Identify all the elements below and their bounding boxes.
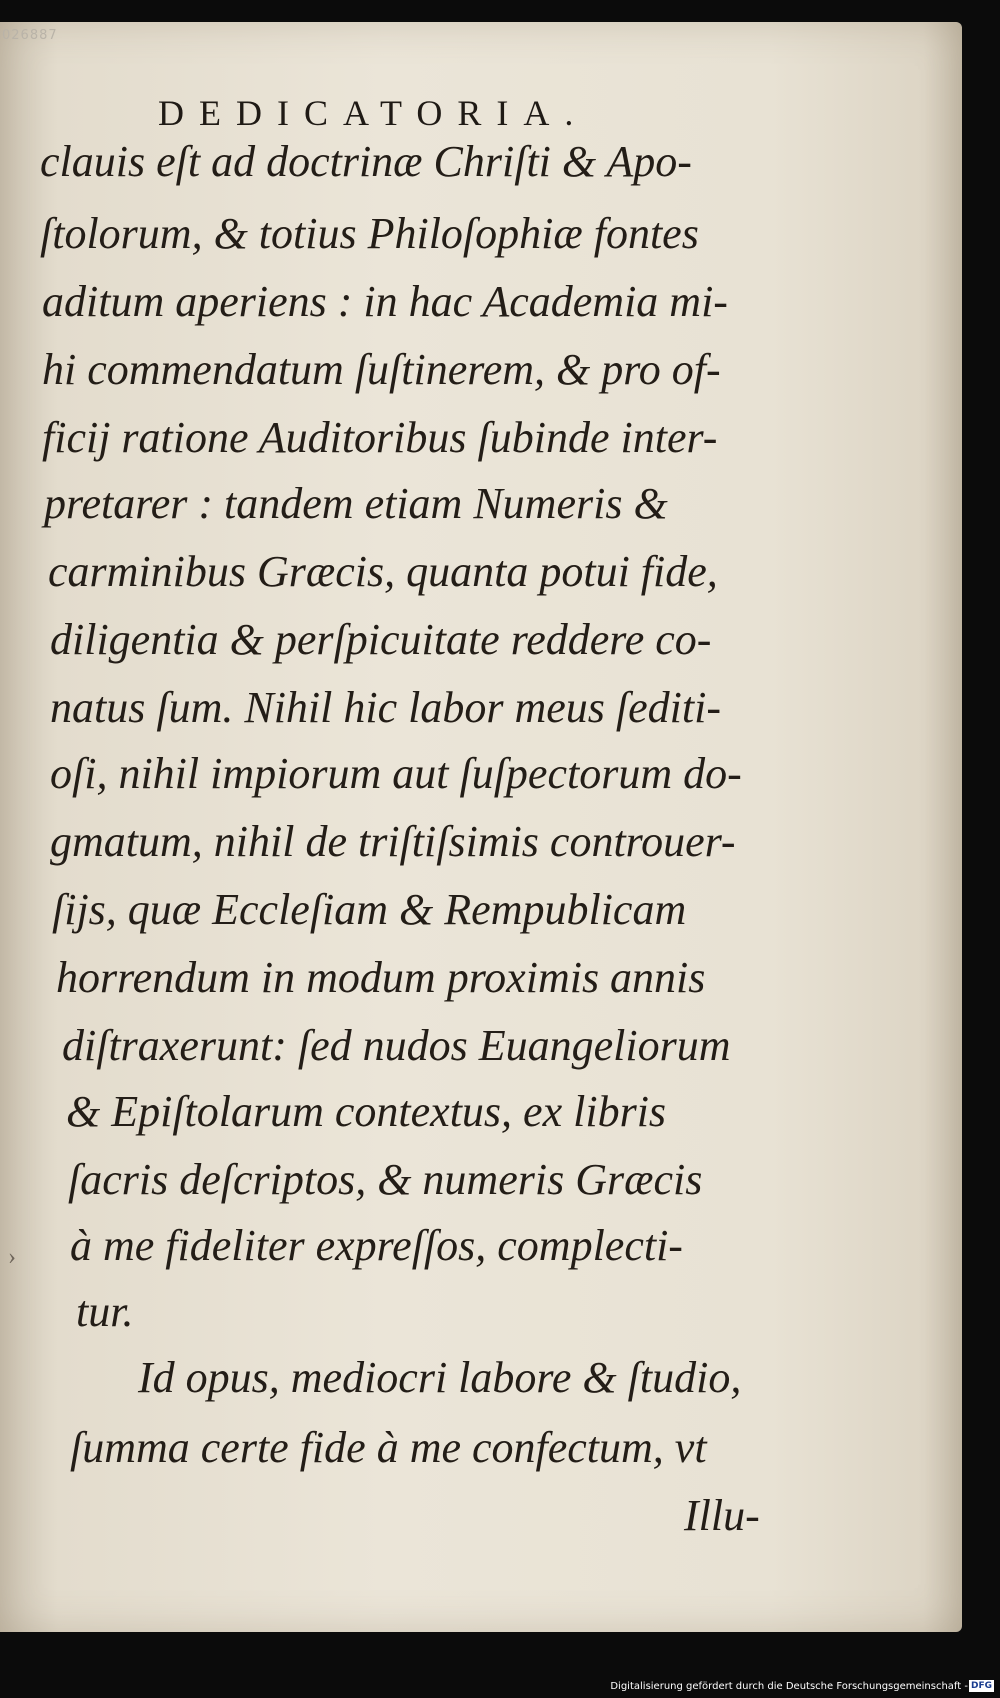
text-line: aditum aperiens : in hac Academia mi- bbox=[42, 277, 728, 326]
text-line: tur. bbox=[76, 1287, 134, 1336]
text-line: ſtolorum, & totius Philoſophiæ fontes bbox=[40, 209, 699, 258]
text-line: carminibus Græcis, quanta potui fide, bbox=[48, 547, 718, 596]
text-line: ſacris deſcriptos, & numeris Græcis bbox=[68, 1155, 703, 1204]
text-line: pretarer : tandem etiam Numeris & bbox=[44, 479, 668, 528]
catchword: Illu- bbox=[684, 1491, 760, 1540]
text-line: à me fideliter expreſſos, complecti- bbox=[70, 1221, 683, 1270]
dfg-logo: DFG bbox=[970, 1681, 992, 1691]
text-line: diligentia & perſpicuitate reddere co- bbox=[50, 615, 712, 664]
text-line: ſumma certe fide à me confectum, vt bbox=[70, 1423, 707, 1472]
text-line: oſi, nihil impiorum aut ſuſpectorum do- bbox=[50, 749, 742, 798]
text-line: hi commendatum ſuſtinerem, & pro of- bbox=[42, 345, 721, 394]
book-page bbox=[0, 22, 962, 1632]
text-line: ficij ratione Auditoribus ſubinde inter- bbox=[42, 413, 718, 462]
text-line: natus ſum. Nihil hic labor meus ſediti- bbox=[50, 683, 721, 732]
text-line: clauis eſt ad doctrinæ Chriſti & Apo- bbox=[40, 137, 692, 186]
text-line: & Epiſtolarum contextus, ex libris bbox=[66, 1087, 667, 1136]
text-line: Id opus, mediocri labore & ſtudio, bbox=[138, 1353, 742, 1402]
catalog-number: 026887 bbox=[2, 28, 58, 43]
text-line: ſijs, quæ Eccleſiam & Rempublicam bbox=[52, 885, 687, 934]
text-line: horrendum in modum proximis annis bbox=[56, 953, 706, 1002]
digitization-credit: Digitalisierung gefördert durch die Deutsche Forschungsgemeinschaft - bbox=[610, 1681, 968, 1692]
margin-mark: › bbox=[8, 1244, 16, 1270]
text-line: gmatum, nihil de triſtiſsimis controuer- bbox=[50, 817, 736, 866]
text-line: diſtraxerunt: ſed nudos Euangeliorum bbox=[62, 1021, 731, 1070]
running-head: DEDICATORIA. bbox=[158, 93, 589, 133]
